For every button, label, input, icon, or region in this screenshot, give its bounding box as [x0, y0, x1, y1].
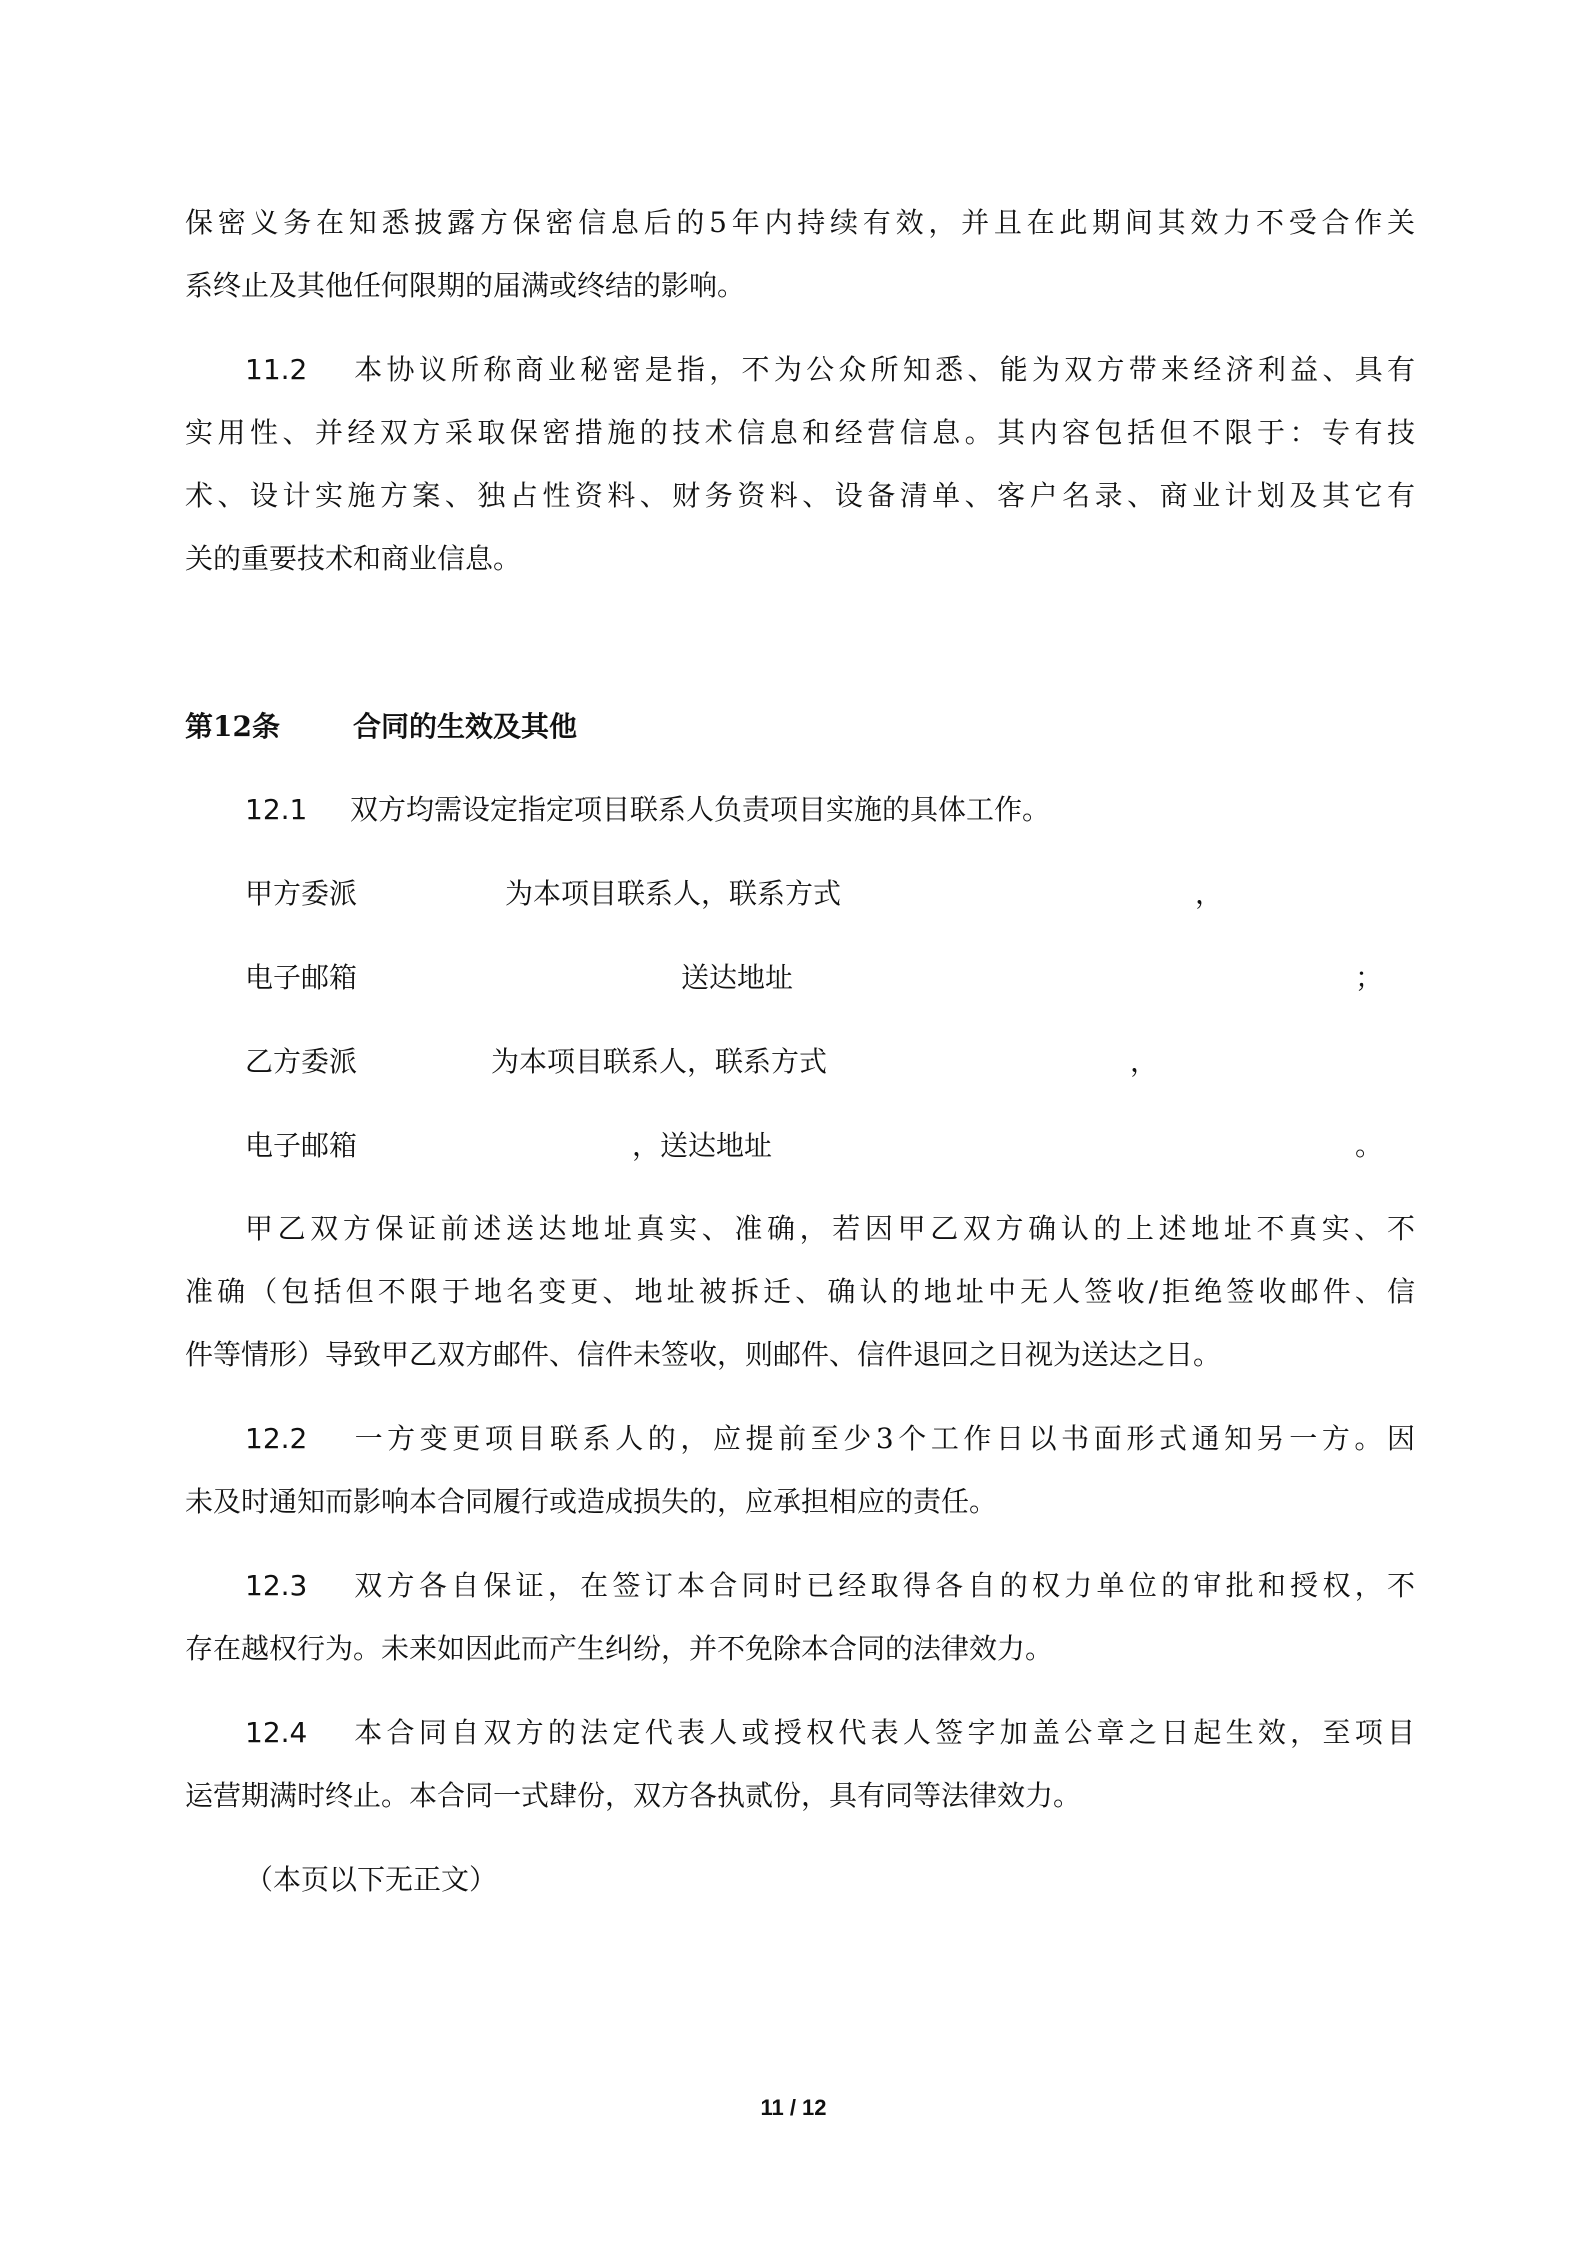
para-12-4-line-1 — [245, 1713, 1415, 1753]
party-b-assign-middle: 为本项目联系人，联系方式 — [491, 1045, 828, 1078]
guarantee-line-3: 件等情形）导致甲乙双方邮件、信件未签收，则邮件、信件退回之日视为送达之日。 — [185, 1338, 1222, 1371]
para-11-2-line-1 — [245, 350, 1415, 390]
para-12-4-line-2: 运营期满时终止。本合同一式肆份，双方各执贰份，具有同等法律效力。 — [185, 1779, 1082, 1812]
para-11-1-line-2: 系终止及其他任何限期的届满或终结的影响。 — [185, 269, 746, 302]
clause-number: 11.2 — [245, 353, 308, 386]
party-b-email-label: 电子邮箱 — [245, 1129, 358, 1162]
party-b-assign-label: 乙方委派 — [245, 1045, 358, 1078]
clause-number: 12.2 — [245, 1422, 308, 1455]
party-a-email-end: ； — [1355, 961, 1384, 994]
para-12-3-line-2: 存在越权行为。未来如因此而产生纠纷，并不免除本合同的法律效力。 — [185, 1632, 1054, 1665]
para-12-2-line-1 — [245, 1419, 1415, 1459]
party-a-address-label: 送达地址 — [681, 961, 794, 994]
para-11-2-line-2: 实用性、并经双方采取保密措施的技术信息和经营信息。其内容包括但不限于：专有技 — [185, 416, 1415, 449]
clause-number: 12.1 — [245, 793, 308, 826]
party-b-email-end: 。 — [1355, 1129, 1384, 1162]
clause-number: 12.4 — [245, 1716, 308, 1749]
clause-text: 双方均需设定指定项目联系人负责项目实施的具体工作。 — [350, 793, 1051, 826]
para-11-1-line-1: 保密义务在知悉披露方保密信息后的5年内持续有效，并且在此期间其效力不受合作关 — [185, 206, 1415, 239]
article-title: 合同的生效及其他 — [353, 710, 578, 743]
article-number: 第12条 — [185, 710, 280, 743]
party-b-address-label: ，送达地址 — [632, 1129, 773, 1162]
guarantee-line-2: 准确（包括但不限于地名变更、地址被拆迁、确认的地址中无人签收/拒绝签收邮件、信 — [185, 1275, 1415, 1308]
party-a-assign-middle: 为本项目联系人，联系方式 — [505, 877, 842, 910]
clause-text: 本协议所称商业秘密是指，不为公众所知悉、能为双方带来经济利益、具有 — [350, 353, 1415, 386]
party-b-assign-end: ， — [1130, 1045, 1159, 1078]
page-number: 11 / 12 — [760, 2095, 827, 2120]
guarantee-line-1: 甲乙双方保证前述送达地址真实、准确，若因甲乙双方确认的上述地址不真实、不 — [245, 1212, 1415, 1245]
party-a-email-label: 电子邮箱 — [245, 961, 358, 994]
para-12-1-line-1 — [245, 790, 1415, 830]
clause-text: 本合同自双方的法定代表人或授权代表人签字加盖公章之日起生效，至项目 — [350, 1716, 1415, 1749]
clause-number: 12.3 — [245, 1569, 308, 1602]
para-12-3-line-1 — [245, 1566, 1415, 1606]
clause-text: 双方各自保证，在签订本合同时已经取得各自的权力单位的审批和授权，不 — [350, 1569, 1415, 1602]
party-a-assign-label: 甲方委派 — [245, 877, 358, 910]
para-11-2-line-3: 术、设计实施方案、独占性资料、财务资料、设备清单、客户名录、商业计划及其它有 — [185, 479, 1415, 512]
para-12-2-line-2: 未及时通知而影响本合同履行或造成损失的，应承担相应的责任。 — [185, 1485, 998, 1518]
para-11-2-line-4: 关的重要技术和商业信息。 — [185, 542, 522, 575]
party-a-assign-end: ， — [1195, 877, 1224, 910]
clause-text: 一方变更项目联系人的，应提前至少3个工作日以书面形式通知另一方。因 — [350, 1422, 1415, 1455]
end-note: （本页以下无正文） — [245, 1863, 498, 1896]
article-12-heading — [185, 707, 1415, 747]
